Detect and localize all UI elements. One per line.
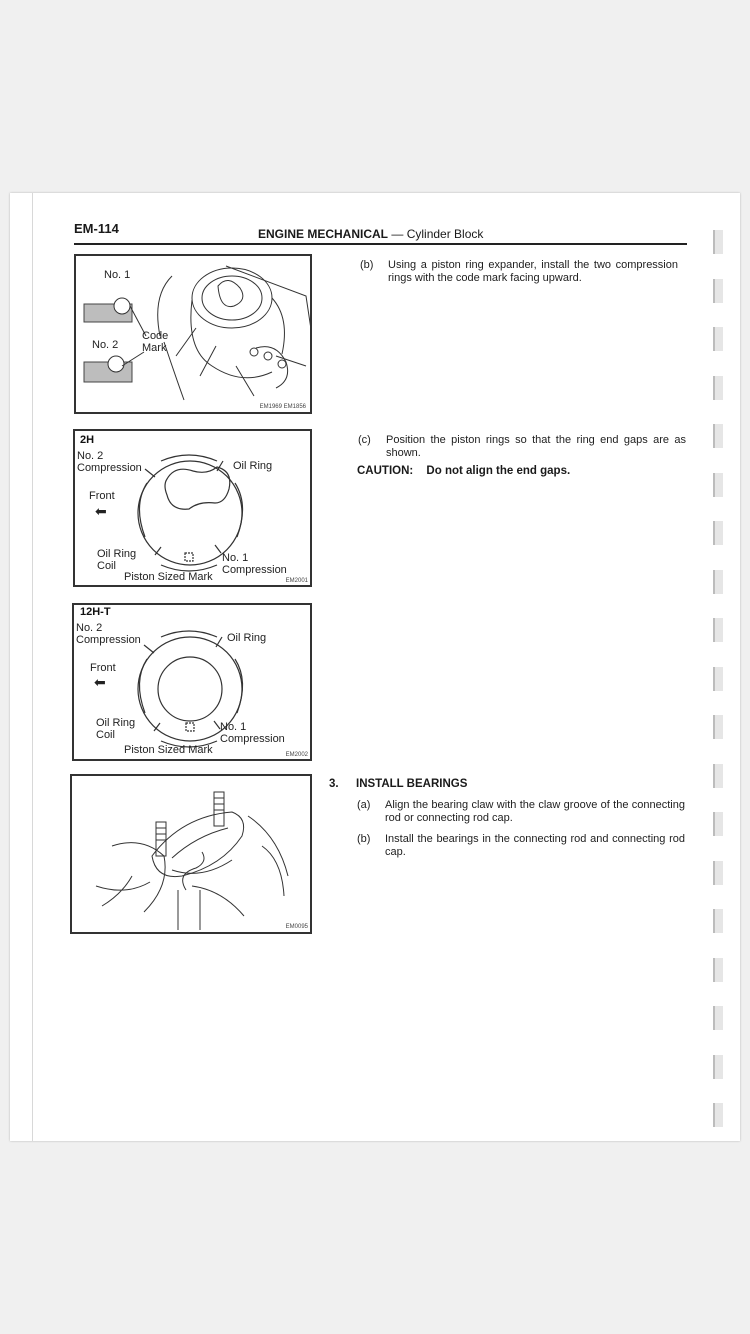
index-tab (713, 327, 723, 351)
label-coil: Coil (96, 729, 115, 741)
label-no1: No. 1 (220, 721, 247, 733)
label-no2: No. 2 (92, 339, 119, 351)
index-tab (713, 618, 723, 642)
label-code: Code (142, 330, 169, 342)
step-label: (b) (360, 259, 374, 271)
index-tab (713, 715, 723, 739)
manual-page (10, 193, 740, 1141)
label-compression: Compression (222, 564, 287, 576)
page-number: EM-114 (74, 221, 119, 236)
index-tab (713, 1006, 723, 1030)
label-piston-sized-mark: Piston Sized Mark (124, 571, 213, 583)
figure-code: EM2001 (285, 578, 308, 584)
index-tab (713, 1055, 723, 1079)
section-title: ENGINE MECHANICAL (258, 227, 389, 241)
index-tab (713, 861, 723, 885)
subsection-title: Cylinder Block (406, 227, 484, 241)
index-tab (713, 812, 723, 836)
figure-code: EM1969 EM1856 (259, 404, 306, 410)
step-c-position-rings (358, 434, 690, 464)
index-tab (713, 521, 723, 545)
index-tab (713, 570, 723, 594)
label-coil: Coil (97, 560, 116, 572)
label-piston-sized-mark: Piston Sized Mark (124, 744, 213, 756)
step-text: Install the bearings in the connecting rod and connecting rod cap. (385, 833, 685, 858)
label-oil-ring: Oil Ring (233, 460, 273, 472)
figure-code: EM0095 (285, 924, 308, 930)
label-oil-ring-coil: Oil Ring (96, 717, 136, 729)
index-tab (713, 764, 723, 788)
index-tab (713, 424, 723, 448)
figure-title: 12H-T (80, 606, 111, 618)
index-tab (713, 958, 723, 982)
index-tab (713, 909, 723, 933)
label-oil-ring: Oil Ring (227, 632, 267, 644)
label-compression: Compression (77, 462, 142, 474)
section-title: INSTALL BEARINGS (356, 778, 468, 790)
step-text: Using a piston ring expander, install the two compression rings with the code mark facing upward. (388, 259, 678, 284)
label-mark: Mark (142, 342, 167, 354)
index-tab (713, 376, 723, 400)
label-front: Front (89, 490, 115, 502)
section-number: 3. (329, 778, 339, 790)
page-title (258, 227, 483, 241)
front-arrow-icon: ⬅ (95, 503, 107, 519)
label-compression: Compression (76, 634, 141, 646)
step-text: Position the piston rings so that the ring end gaps are as shown. (386, 434, 686, 459)
label-no2: No. 2 (76, 622, 103, 634)
caution-label: CAUTION: (357, 465, 414, 477)
step-b-install-bearings (357, 833, 689, 863)
label-compression: Compression (220, 733, 285, 745)
step-label: (b) (357, 833, 371, 845)
step-label: (c) (358, 434, 371, 446)
step-a-align-claw (357, 799, 689, 829)
section-install-bearings (329, 778, 468, 790)
label-no1: No. 1 (222, 552, 249, 564)
label-front: Front (90, 662, 116, 674)
index-tab (713, 667, 723, 691)
caution-note (357, 465, 570, 477)
bearing-install-illustration (72, 776, 310, 932)
front-arrow-icon: ⬅ (94, 674, 106, 690)
index-tab (713, 1103, 723, 1127)
step-b-install-rings (360, 259, 690, 289)
title-separator: — (391, 227, 404, 241)
index-tab (713, 473, 723, 497)
figure-12ht-ring-gaps (72, 603, 312, 761)
index-tab (713, 230, 723, 254)
label-no1: No. 1 (104, 269, 131, 281)
label-no2: No. 2 (77, 450, 104, 462)
page-header (74, 221, 687, 245)
figure-title: 2H (80, 434, 95, 446)
figure-2h-ring-gaps (73, 429, 312, 587)
figure-install-bearings (70, 774, 312, 934)
label-oil-ring-coil: Oil Ring (97, 548, 137, 560)
caution-text: Do not align the end gaps. (426, 465, 571, 477)
step-text: Align the bearing claw with the claw groove of the connecting rod or connecting rod cap. (385, 799, 685, 824)
index-tab (713, 279, 723, 303)
figure-code: EM2002 (285, 752, 308, 758)
step-label: (a) (357, 799, 371, 811)
figure-ring-expander (74, 254, 312, 414)
page-margin-line (32, 193, 33, 1141)
